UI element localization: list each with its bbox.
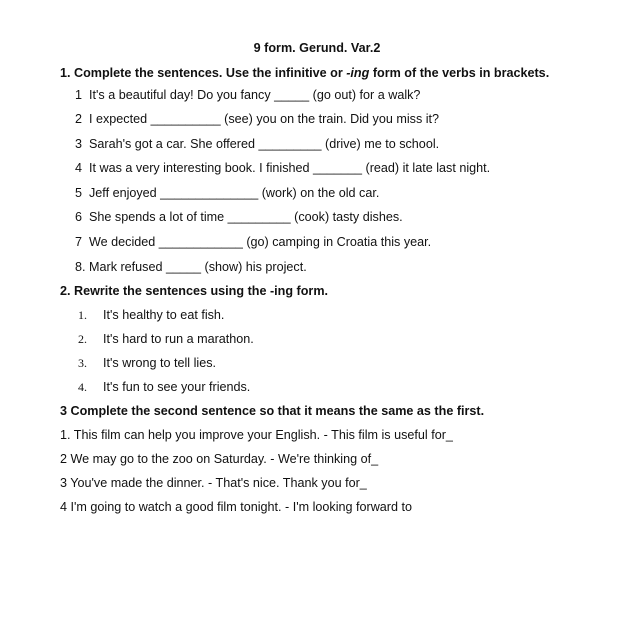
item-text: It's hard to run a marathon.: [103, 332, 254, 346]
section-1-item: [75, 260, 307, 275]
section-3-heading: 3 Complete the second sentence so that it means the same as the first.: [60, 404, 485, 418]
item-text: We decided ____________ (go) camping in Croatia this year.: [89, 235, 432, 249]
item-number: 1.: [78, 308, 87, 322]
item-number: 2.: [78, 332, 87, 346]
section-3-item: 4 I'm going to watch a good film tonight. - I'm looking forward to: [60, 500, 413, 514]
item-number: 3: [75, 137, 83, 151]
item-number: 6: [75, 210, 83, 224]
section-1-item: [75, 235, 431, 250]
section-2-item: [78, 332, 254, 347]
section-1-item: [75, 210, 403, 225]
section-1-heading: [60, 66, 549, 81]
section-2-item: [78, 380, 250, 395]
section-1-item: [75, 112, 439, 127]
section-2-item: [78, 356, 216, 371]
section-3-item: 3 You've made the dinner. - That's nice. Thank you for_: [60, 476, 367, 490]
item-number: 5: [75, 186, 83, 200]
page-title: 9 form. Gerund. Var.2: [253, 41, 381, 55]
section-1-item: [75, 186, 379, 201]
section-1-heading-post: form of the verbs in brackets.: [369, 66, 550, 80]
item-text: It's wrong to tell lies.: [103, 356, 216, 370]
section-2-heading: 2. Rewrite the sentences using the -ing form.: [60, 284, 329, 298]
item-text: It's a beautiful day! Do you fancy _____ (go out) for a walk?: [89, 88, 421, 102]
item-number: 2: [75, 112, 83, 126]
section-1-heading-pre: 1. Complete the sentences. Use the infinitive or: [60, 66, 347, 80]
item-number: 3.: [78, 356, 87, 370]
item-text: It's healthy to eat fish.: [103, 308, 225, 322]
item-number: 7: [75, 235, 83, 249]
item-number: 1: [75, 88, 83, 102]
item-text: She spends a lot of time _________ (cook) tasty dishes.: [89, 210, 403, 224]
item-text: It was a very interesting book. I finished _______ (read) it late last night.: [89, 161, 491, 175]
section-1-item: [75, 161, 490, 176]
item-text: Sarah's got a car. She offered _________ (drive) me to school.: [89, 137, 440, 151]
item-number: 8.: [75, 260, 86, 274]
item-text: Jeff enjoyed ______________ (work) on the old car.: [89, 186, 380, 200]
item-text: I expected __________ (see) you on the train. Did you miss it?: [89, 112, 440, 126]
item-number: 4.: [78, 380, 87, 394]
item-text: It's fun to see your friends.: [103, 380, 251, 394]
section-1-item: [75, 88, 420, 103]
section-3-item: 2 We may go to the zoo on Saturday. - We're thinking of_: [60, 452, 379, 466]
section-2-item: [78, 308, 224, 323]
section-1-heading-em: -ing: [346, 66, 370, 80]
item-text: Mark refused _____ (show) his project.: [89, 260, 307, 274]
item-number: 4: [75, 161, 83, 175]
section-1-item: [75, 137, 439, 152]
section-3-item: 1. This film can help you improve your English. - This film is useful for_: [60, 428, 453, 442]
